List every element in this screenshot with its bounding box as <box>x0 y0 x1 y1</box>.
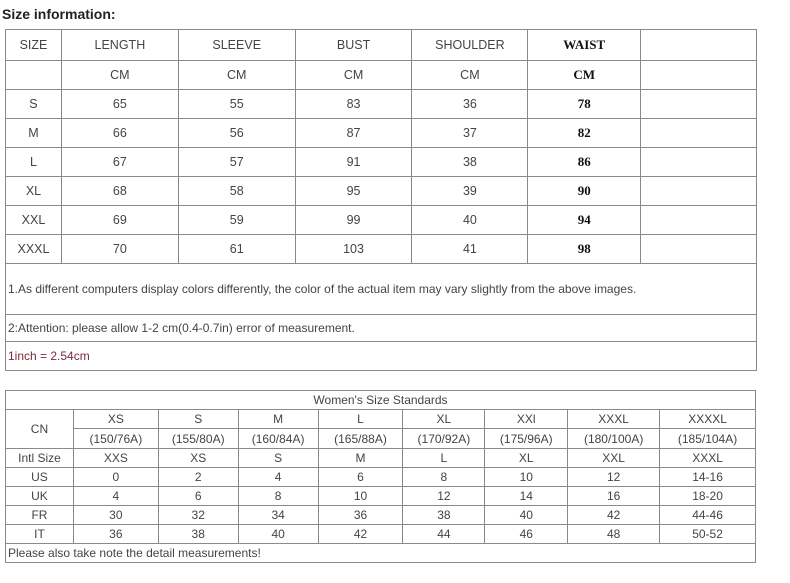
size-cell: XXXL <box>6 235 62 264</box>
table-cell: 4 <box>238 468 318 487</box>
table-cell: 65 <box>61 90 178 119</box>
table-row <box>6 148 757 177</box>
size-information-table <box>5 29 757 371</box>
table-cell: 40 <box>412 206 528 235</box>
header-cell: LENGTH <box>61 30 178 61</box>
inch-conversion-note: 1inch = 2.54cm <box>6 342 757 371</box>
table-cell: 4 <box>73 487 158 506</box>
table-cell: 103 <box>295 235 412 264</box>
page-title: Size information: <box>2 6 116 22</box>
empty-cell <box>641 119 757 148</box>
header-cell: SIZE <box>6 30 62 61</box>
table-cell: 83 <box>295 90 412 119</box>
note-row <box>6 544 756 563</box>
table-cell: 56 <box>178 119 295 148</box>
size-cell: XL <box>6 177 62 206</box>
table-cell: 30 <box>73 506 158 525</box>
header-cell: BUST <box>295 30 412 61</box>
table-row <box>6 449 756 468</box>
table-cell: 2 <box>158 468 238 487</box>
table-cell: S <box>238 449 318 468</box>
table-row <box>6 119 757 148</box>
cn-measure: (160/84A) <box>238 429 318 449</box>
cn-size: M <box>238 410 318 429</box>
table-cell: 44-46 <box>660 506 756 525</box>
row-label: UK <box>6 487 74 506</box>
table-cell: 36 <box>318 506 403 525</box>
empty-cell <box>641 61 757 90</box>
table-cell: 36 <box>412 90 528 119</box>
table-cell: 48 <box>568 525 660 544</box>
table-cell: 38 <box>412 148 528 177</box>
table-cell: 68 <box>61 177 178 206</box>
standards-title: Women's Size Standards <box>6 391 756 410</box>
row-label: IT <box>6 525 74 544</box>
empty-cell <box>641 148 757 177</box>
cn-size: L <box>318 410 403 429</box>
table-cell: L <box>403 449 485 468</box>
header-cell: SHOULDER <box>412 30 528 61</box>
table-cell: 36 <box>73 525 158 544</box>
unit-cell: CM <box>178 61 295 90</box>
table-cell: 90 <box>528 177 641 206</box>
size-cell: L <box>6 148 62 177</box>
table-cell: 61 <box>178 235 295 264</box>
table-cell: 42 <box>318 525 403 544</box>
table-cell: 0 <box>73 468 158 487</box>
measurement-reminder: Please also take note the detail measurements! <box>6 544 756 563</box>
table-cell: M <box>318 449 403 468</box>
table-cell: 44 <box>403 525 485 544</box>
note-row <box>6 315 757 342</box>
unit-row <box>6 61 757 90</box>
empty-cell <box>641 90 757 119</box>
table-cell: 14 <box>485 487 568 506</box>
table-cell: 18-20 <box>660 487 756 506</box>
table-cell: 40 <box>238 525 318 544</box>
table-cell: 10 <box>485 468 568 487</box>
table-cell: 32 <box>158 506 238 525</box>
cn-size: S <box>158 410 238 429</box>
unit-cell: CM <box>528 61 641 90</box>
table-cell: 70 <box>61 235 178 264</box>
table-cell: 78 <box>528 90 641 119</box>
table-row <box>6 90 757 119</box>
table-cell: 6 <box>318 468 403 487</box>
unit-cell: CM <box>412 61 528 90</box>
cn-label: CN <box>6 410 74 449</box>
standards-title-row <box>6 391 756 410</box>
table-cell: 58 <box>178 177 295 206</box>
cn-measure: (150/76A) <box>73 429 158 449</box>
table-cell: XXL <box>568 449 660 468</box>
header-cell: WAIST <box>528 30 641 61</box>
table-cell: 50-52 <box>660 525 756 544</box>
table-cell: 57 <box>178 148 295 177</box>
table-row <box>6 506 756 525</box>
cn-measure: (180/100A) <box>568 429 660 449</box>
row-label: FR <box>6 506 74 525</box>
color-note: 1.As different computers display colors differently, the color of the actual item may vary slightly from the above images. <box>6 264 757 315</box>
table-cell: 87 <box>295 119 412 148</box>
cn-measure: (175/96A) <box>485 429 568 449</box>
empty-cell <box>6 61 62 90</box>
table-cell: 12 <box>403 487 485 506</box>
table-cell: 99 <box>295 206 412 235</box>
table-cell: XXS <box>73 449 158 468</box>
cn-size: XXXL <box>568 410 660 429</box>
table-cell: XS <box>158 449 238 468</box>
size-cell: S <box>6 90 62 119</box>
table-cell: 98 <box>528 235 641 264</box>
table-row <box>6 525 756 544</box>
table-row <box>6 206 757 235</box>
empty-cell <box>641 30 757 61</box>
cn-measure: (185/104A) <box>660 429 756 449</box>
table-row <box>6 487 756 506</box>
table-cell: 39 <box>412 177 528 206</box>
table-cell: 6 <box>158 487 238 506</box>
table-cell: 66 <box>61 119 178 148</box>
table-cell: 12 <box>568 468 660 487</box>
header-row <box>6 30 757 61</box>
size-cell: XXL <box>6 206 62 235</box>
table-cell: 42 <box>568 506 660 525</box>
table-cell: 8 <box>238 487 318 506</box>
table-cell: 37 <box>412 119 528 148</box>
table-cell: 69 <box>61 206 178 235</box>
cn-size: XS <box>73 410 158 429</box>
cn-size: XXXXL <box>660 410 756 429</box>
table-cell: 94 <box>528 206 641 235</box>
table-cell: 91 <box>295 148 412 177</box>
womens-size-standards-table <box>5 390 756 563</box>
table-cell: 14-16 <box>660 468 756 487</box>
cn-measure: (170/92A) <box>403 429 485 449</box>
table-row <box>6 177 757 206</box>
table-cell: 46 <box>485 525 568 544</box>
cn-size: XXl <box>485 410 568 429</box>
empty-cell <box>641 206 757 235</box>
cn-measure-row <box>6 429 756 449</box>
table-cell: XL <box>485 449 568 468</box>
measurement-note: 2:Attention: please allow 1-2 cm(0.4-0.7in) error of measurement. <box>6 315 757 342</box>
row-label: US <box>6 468 74 487</box>
table-row <box>6 235 757 264</box>
cn-size-row <box>6 410 756 429</box>
table-cell: 16 <box>568 487 660 506</box>
header-cell: SLEEVE <box>178 30 295 61</box>
table-cell: 95 <box>295 177 412 206</box>
table-cell: 10 <box>318 487 403 506</box>
table-cell: 38 <box>403 506 485 525</box>
table-cell: 86 <box>528 148 641 177</box>
table-cell: 41 <box>412 235 528 264</box>
note-row <box>6 264 757 315</box>
unit-cell: CM <box>61 61 178 90</box>
table-cell: 55 <box>178 90 295 119</box>
table-cell: 40 <box>485 506 568 525</box>
note-row <box>6 342 757 371</box>
table-cell: 82 <box>528 119 641 148</box>
table-cell: 8 <box>403 468 485 487</box>
empty-cell <box>641 177 757 206</box>
table-row <box>6 468 756 487</box>
table-cell: 67 <box>61 148 178 177</box>
table-cell: 34 <box>238 506 318 525</box>
cn-size: XL <box>403 410 485 429</box>
table-cell: 38 <box>158 525 238 544</box>
cn-measure: (155/80A) <box>158 429 238 449</box>
unit-cell: CM <box>295 61 412 90</box>
size-cell: M <box>6 119 62 148</box>
cn-measure: (165/88A) <box>318 429 403 449</box>
row-label: Intl Size <box>6 449 74 468</box>
empty-cell <box>641 235 757 264</box>
table-cell: 59 <box>178 206 295 235</box>
table-cell: XXXL <box>660 449 756 468</box>
